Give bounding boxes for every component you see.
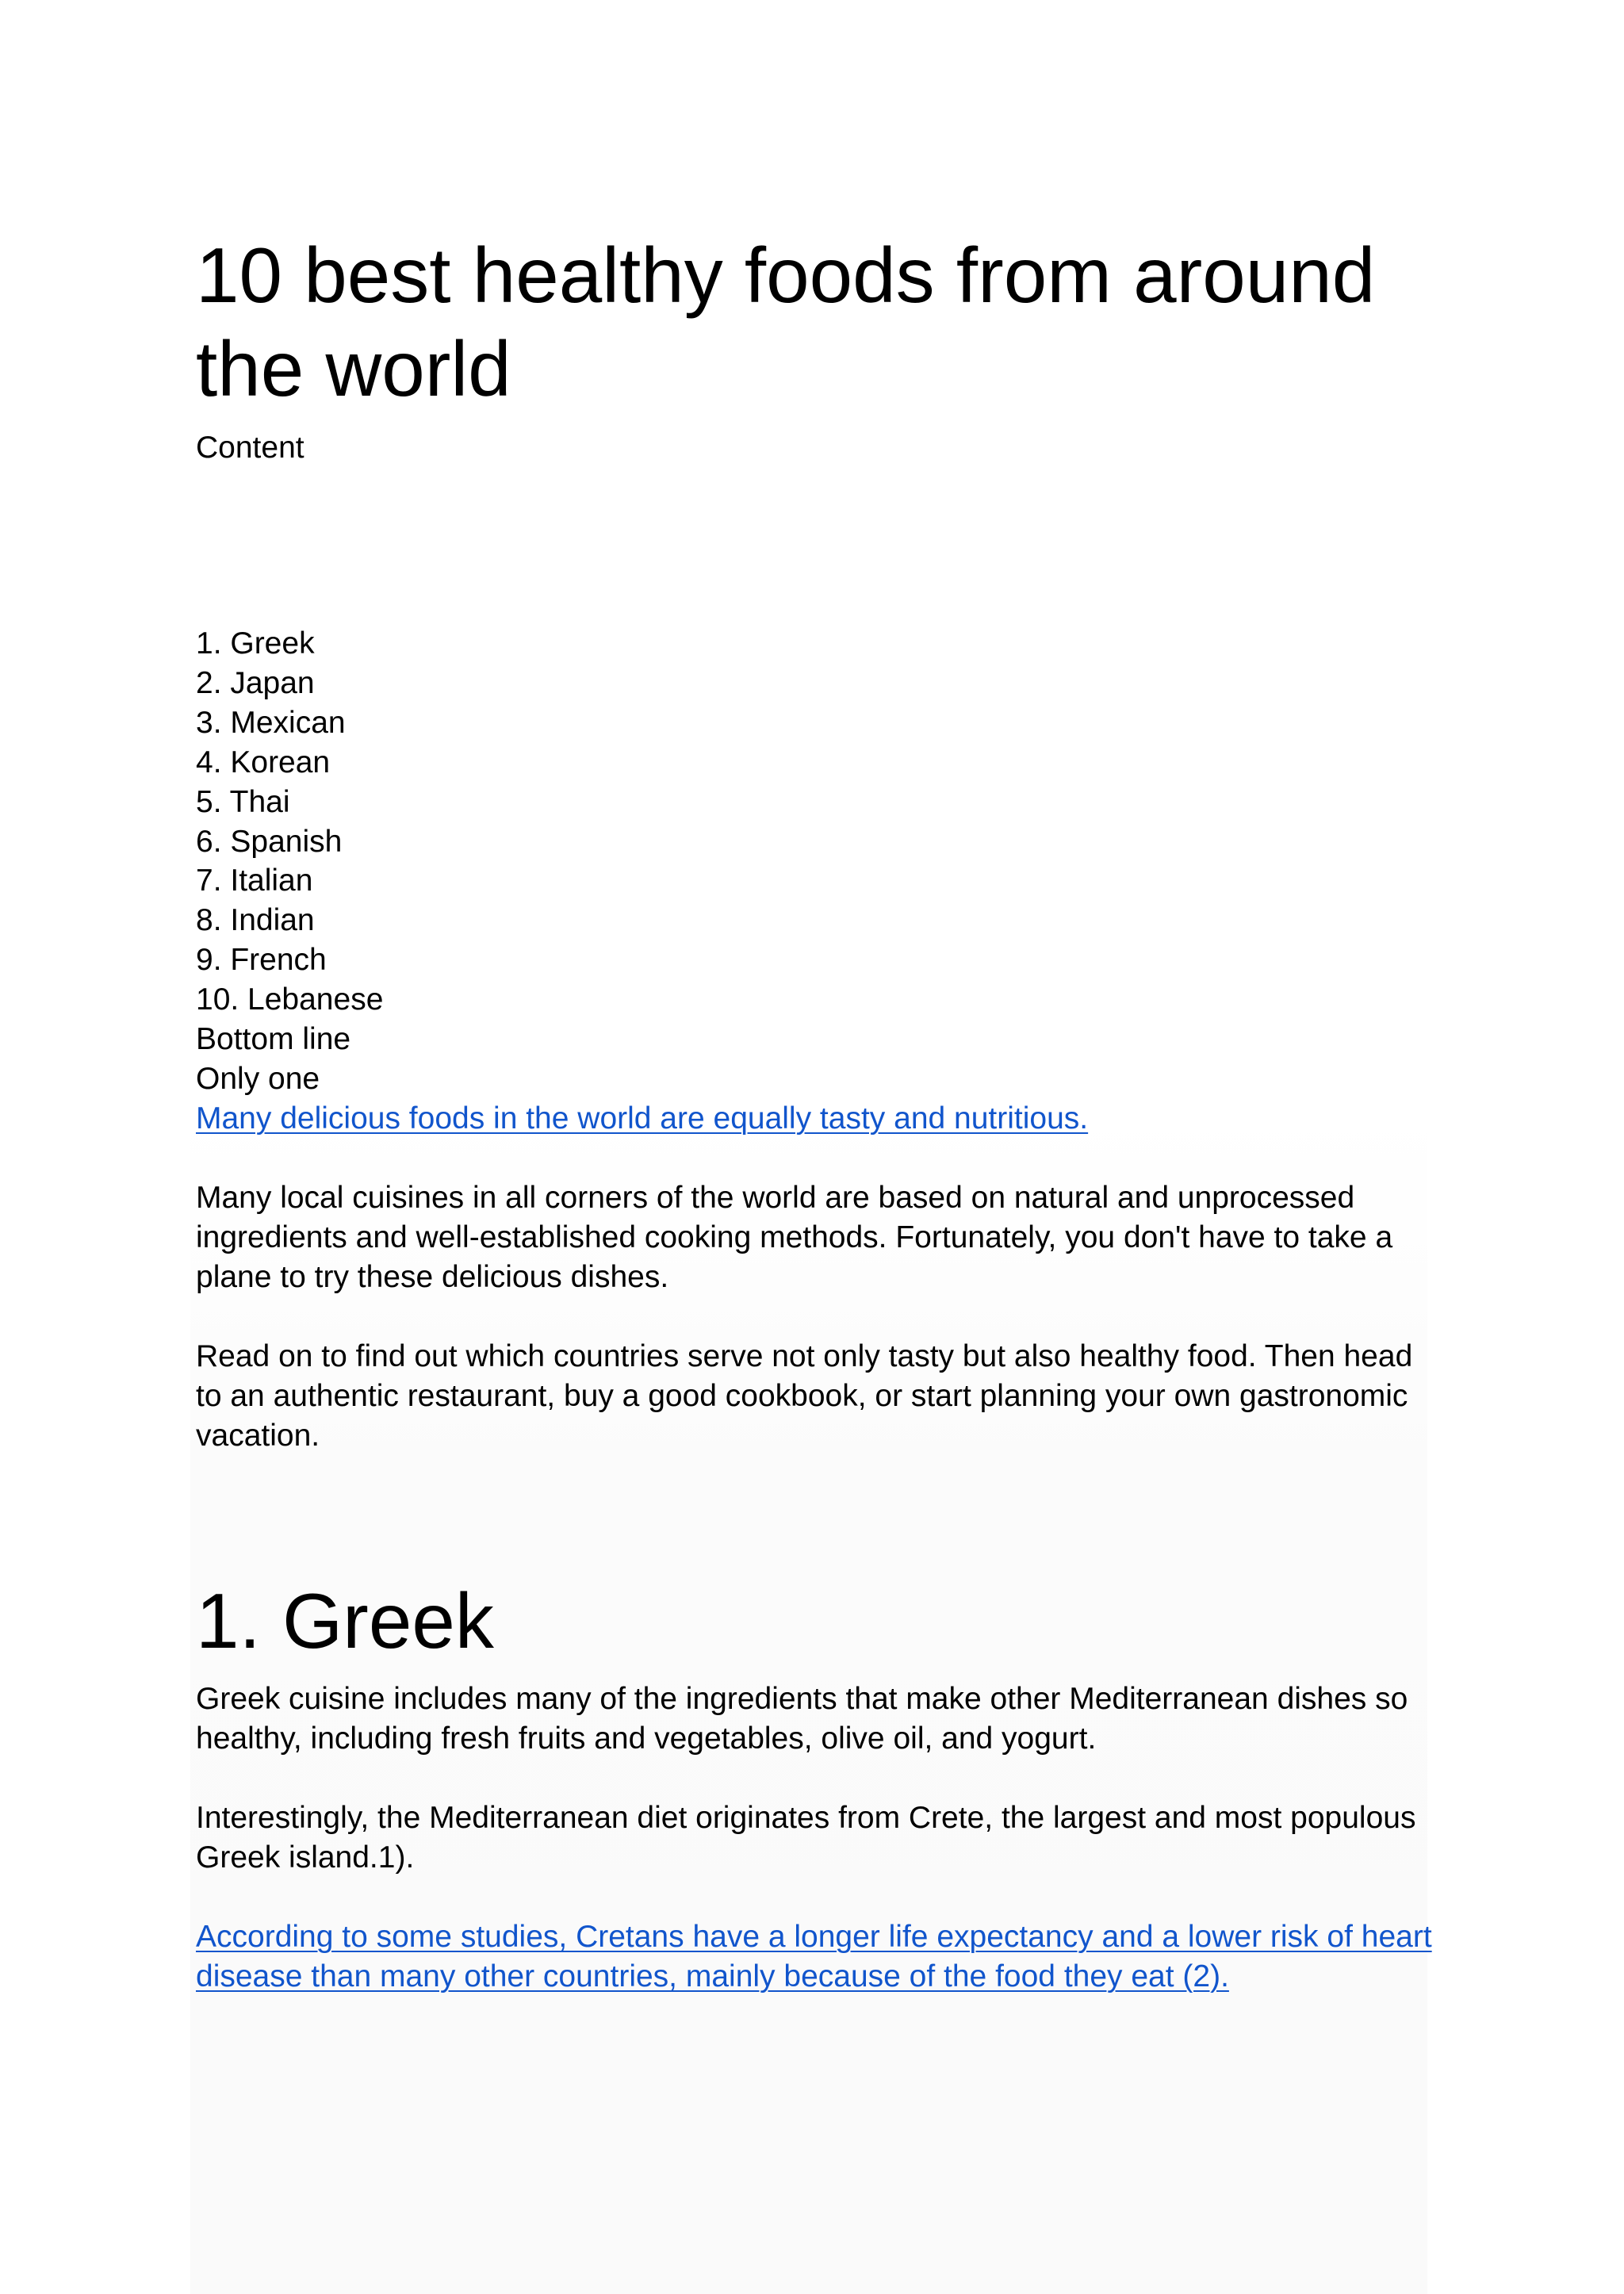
table-of-contents xyxy=(196,624,383,1099)
section-source-link[interactable]: According to some studies, Cretans have a longer life expectancy and a lower risk of heart disease than many other countries, mainly because of the food they eat (2). xyxy=(196,1920,1432,1993)
background-margin xyxy=(1427,1110,1624,2294)
toc-item-bottom-line: Bottom line xyxy=(196,1022,351,1057)
intro-paragraph: Read on to find out which countries serve not only tasty but also healthy food. Then head to an authentic restaurant, buy a good cookbook, or start planning your own gastronomic vacation. xyxy=(196,1339,1413,1453)
intro-link[interactable]: Many delicious foods in the world are equally tasty and nutritious. xyxy=(196,1101,1089,1136)
toc-item-mexican: 3. Mexican xyxy=(196,705,346,740)
section-paragraph: Interestingly, the Mediterranean diet originates from Crete, the largest and most populous Greek island.1). xyxy=(196,1801,1416,1875)
toc-item-japan: 2. Japan xyxy=(196,665,315,700)
document-subtitle: Content xyxy=(196,431,304,465)
toc-item-indian: 8. Indian xyxy=(196,903,315,938)
toc-item-korean: 4. Korean xyxy=(196,745,331,779)
toc-item-lebanese: 10. Lebanese xyxy=(196,982,384,1017)
intro-paragraph: Many local cuisines in all corners of the world are based on natural and unprocessed ingredients and well-established cooking methods. Fortunately, you don't have to take a plane to try these delicious dishes. xyxy=(196,1181,1393,1294)
toc-item-only-one: Only one xyxy=(196,1061,320,1096)
toc-item-greek: 1. Greek xyxy=(196,626,315,661)
section-heading-greek: 1. Greek xyxy=(196,1577,494,1664)
toc-item-spanish: 6. Spanish xyxy=(196,824,343,859)
toc-item-thai: 5. Thai xyxy=(196,784,290,819)
toc-item-italian: 7. Italian xyxy=(196,864,313,898)
section-paragraph: Greek cuisine includes many of the ingredients that make other Mediterranean dishes so healthy, including fresh fruits and vegetables, olive oil, and yogurt. xyxy=(196,1682,1408,1756)
section-source-link-paragraph xyxy=(196,1917,1433,1997)
toc-item-french: 9. French xyxy=(196,943,327,978)
document-title: 10 best healthy foods from around the world xyxy=(196,232,1376,412)
